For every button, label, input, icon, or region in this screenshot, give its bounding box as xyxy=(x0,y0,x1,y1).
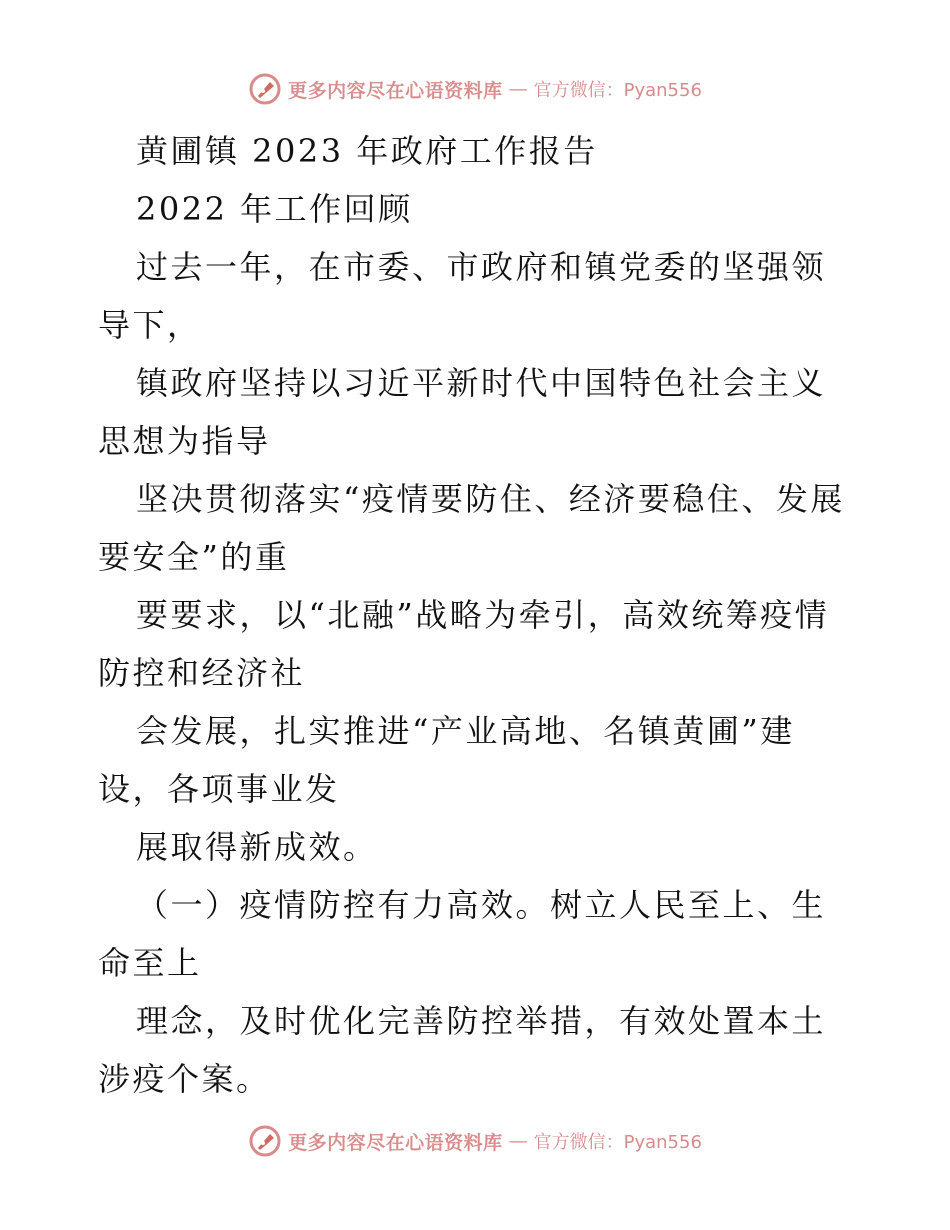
watermark-dash: — xyxy=(508,78,528,100)
paragraph: 镇政府坚持以习近平新时代中国特色社会主义思想为指导 xyxy=(98,364,827,460)
watermark-wechat: 官方微信：Pyan556 xyxy=(533,1132,702,1153)
pen-nib-logo-icon xyxy=(248,1124,282,1158)
watermark-text: 更多内容尽在心语资料库 xyxy=(288,1131,503,1154)
document-body xyxy=(98,122,858,1108)
watermark-text: 更多内容尽在心语资料库 xyxy=(288,79,503,102)
paragraph: 理念，及时优化完善防控举措，有效处置本土涉疫个案。 xyxy=(98,1002,827,1098)
watermark-wechat: 官方微信：Pyan556 xyxy=(533,80,702,101)
paragraph: 坚决贯彻落实“疫情要防住、经济要稳住、发展要安全”的重 xyxy=(98,480,845,576)
paragraph: 展取得新成效。 xyxy=(136,828,378,866)
paragraph: 要要求，以“北融”战略为牵引，高效统筹疫情防控和经济社 xyxy=(98,596,830,692)
watermark-dash: — xyxy=(508,1130,528,1152)
watermark-footer xyxy=(0,1124,950,1158)
watermark-header xyxy=(0,72,950,106)
section-heading: 2022 年工作回顾 xyxy=(136,190,413,228)
paragraph: （一）疫情防控有力高效。树立人民至上、生命至上 xyxy=(98,886,827,982)
paragraph: 过去一年，在市委、市政府和镇党委的坚强领导下， xyxy=(98,248,827,344)
paragraph: 会发展，扎实推进“产业高地、名镇黄圃”建设，各项事业发 xyxy=(98,712,795,808)
pen-nib-logo-icon xyxy=(248,72,282,106)
report-title: 黄圃镇 2023 年政府工作报告 xyxy=(136,132,598,170)
